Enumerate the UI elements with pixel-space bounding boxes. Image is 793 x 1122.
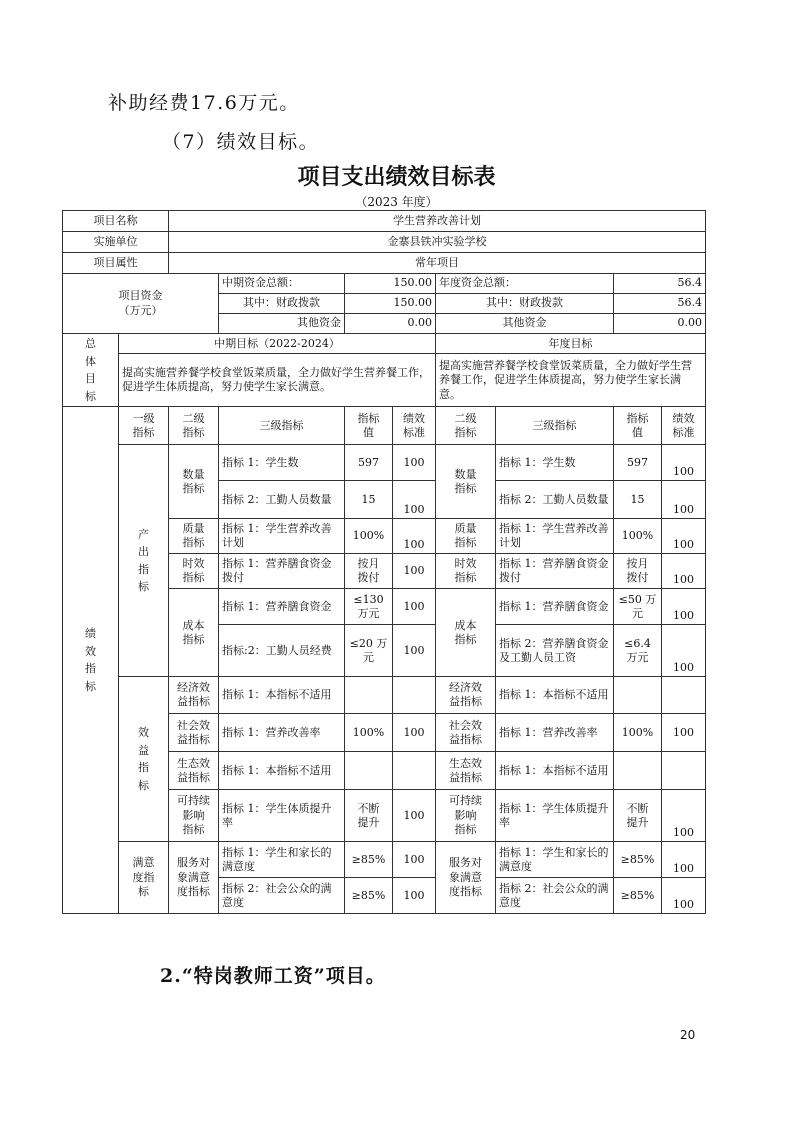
level2-cell: 社会效 益指标 [169, 714, 219, 752]
level3-cell: 指标 1：学生营养改善计划 [219, 519, 345, 554]
value-cell-year: ≥85% [614, 878, 662, 914]
standard-cell: 100 [393, 842, 436, 878]
mid-goal-text: 提高实施营养餐学校食堂饭菜质量，全力做好学生营养餐工作，促进学生体质提高，努力使学生家长满意。 [119, 354, 436, 407]
label-funds: 项目资金 （万元） [63, 274, 219, 334]
level2-cell-year: 质量 指标 [436, 519, 496, 554]
level3-cell-year: 指标 2：工勤人员数量 [496, 481, 614, 519]
level3-cell: 指标 1：学生和家长的满意度 [219, 842, 345, 878]
level3-cell-year: 指标 2：社会公众的满意度 [496, 878, 614, 914]
value-cell: 不断 提升 [345, 790, 393, 842]
value-attr: 常年项目 [169, 253, 706, 274]
level3-cell-year: 指标 1：学生营养改善计划 [496, 519, 614, 554]
value-cell: 按月 拨付 [345, 554, 393, 589]
mid-goal-header: 中期目标（2022-2024） [119, 334, 436, 354]
value-cell-year: 100% [614, 714, 662, 752]
value-cell-year [614, 677, 662, 714]
standard-cell: 100 [393, 445, 436, 481]
level3-cell-year: 指标 1：学生体质提升率 [496, 790, 614, 842]
value-cell-year: 15 [614, 481, 662, 519]
year-goal-header: 年度目标 [436, 334, 706, 354]
standard-cell-year: 100 [662, 790, 706, 842]
label-performance: 绩 效 指 标 [63, 407, 119, 914]
table-row [63, 677, 706, 714]
table-row [63, 445, 706, 481]
year-total-label: 年度资金总额： [436, 274, 614, 294]
mid-fin-label: 其中：财政拨款 [219, 294, 345, 314]
year-other-value: 0.00 [614, 314, 706, 334]
level2-cell-year: 服务对 象满意 度指标 [436, 842, 496, 914]
level2-cell: 数量 指标 [169, 445, 219, 519]
level3-cell: 指标 1：学生体质提升率 [219, 790, 345, 842]
level3-cell: 指标:2：工勤人员经费 [219, 625, 345, 677]
year-other-label: 其他资金 [436, 314, 614, 334]
value-cell-year: ≤50 万 元 [614, 589, 662, 625]
level2-cell: 生态效 益指标 [169, 752, 219, 790]
level2-cell-year: 成本 指标 [436, 589, 496, 677]
page-number: 20 [680, 1028, 696, 1042]
standard-cell: 100 [393, 519, 436, 554]
level3-cell-year: 指标 1：本指标不适用 [496, 677, 614, 714]
value-cell: ≤20 万 元 [345, 625, 393, 677]
header-level3: 三级指标 [219, 407, 345, 445]
value-cell: ≥85% [345, 878, 393, 914]
standard-cell: 100 [393, 481, 436, 519]
performance-table [62, 210, 706, 914]
label-unit: 实施单位 [63, 232, 169, 253]
standard-cell [393, 677, 436, 714]
value-cell: ≤130 万元 [345, 589, 393, 625]
level3-cell: 指标 1：本指标不适用 [219, 752, 345, 790]
level2-cell: 时效 指标 [169, 554, 219, 589]
value-cell: 15 [345, 481, 393, 519]
header-value: 指标 值 [345, 407, 393, 445]
level3-cell: 指标 2：社会公众的满意度 [219, 878, 345, 914]
year-total-value: 56.4 [614, 274, 706, 294]
value-cell-year: ≤6.4 万元 [614, 625, 662, 677]
level3-cell-year: 指标 1：营养膳食资金拨付 [496, 554, 614, 589]
year-goal-text: 提高实施营养餐学校食堂饭菜质量，全力做好学生营养餐工作，促进学生体质提高，努力使学生家长满意。 [436, 354, 706, 407]
value-unit: 金寨县铁冲实验学校 [169, 232, 706, 253]
level3-cell: 指标 1：本指标不适用 [219, 677, 345, 714]
level3-cell-year: 指标 2：营养膳食资金及工勤人员工资 [496, 625, 614, 677]
standard-cell-year: 100 [662, 445, 706, 481]
level3-cell-year: 指标 1：本指标不适用 [496, 752, 614, 790]
level2-cell: 成本 指标 [169, 589, 219, 677]
standard-cell-year: 100 [662, 519, 706, 554]
table-year: （2023 年度） [355, 195, 438, 209]
value-cell: ≥85% [345, 842, 393, 878]
value-cell [345, 752, 393, 790]
level3-cell-year: 指标 1：学生和家长的满意度 [496, 842, 614, 878]
paragraph-subsidy: 补助经费17.6万元。 [108, 92, 300, 114]
standard-cell-year: 100 [662, 481, 706, 519]
value-cell-year: 按月 拨付 [614, 554, 662, 589]
group-output: 产 出 指 标 [119, 445, 169, 677]
level3-cell: 指标 1：营养改善率 [219, 714, 345, 752]
standard-cell [393, 752, 436, 790]
level2-cell-year: 可持续 影响 指标 [436, 790, 496, 842]
level3-cell: 指标 2：工勤人员数量 [219, 481, 345, 519]
value-cell [345, 677, 393, 714]
header-standard-year: 绩效 标准 [662, 407, 706, 445]
standard-cell: 100 [393, 790, 436, 842]
standard-cell-year: 100 [662, 842, 706, 878]
value-project-name: 学生营养改善计划 [169, 211, 706, 232]
standard-cell: 100 [393, 589, 436, 625]
level2-cell-year: 时效 指标 [436, 554, 496, 589]
table-title: 项目支出绩效目标表 [297, 165, 496, 190]
header-standard: 绩效 标准 [393, 407, 436, 445]
level3-cell-year: 指标 1：学生数 [496, 445, 614, 481]
value-cell: 100% [345, 714, 393, 752]
value-cell: 597 [345, 445, 393, 481]
standard-cell-year: 100 [662, 625, 706, 677]
standard-cell-year: 100 [662, 554, 706, 589]
header-level1: 一级 指标 [119, 407, 169, 445]
level2-cell-year: 社会效 益指标 [436, 714, 496, 752]
header-level2: 二级 指标 [169, 407, 219, 445]
header-level3-year: 三级指标 [496, 407, 614, 445]
standard-cell-year: 100 [662, 714, 706, 752]
standard-cell: 100 [393, 714, 436, 752]
level2-cell: 服务对 象满意 度指标 [169, 842, 219, 914]
standard-cell: 100 [393, 625, 436, 677]
level2-cell: 质量 指标 [169, 519, 219, 554]
mid-total-label: 中期资金总额： [219, 274, 345, 294]
level3-cell: 指标 1：学生数 [219, 445, 345, 481]
level2-cell-year: 生态效 益指标 [436, 752, 496, 790]
mid-other-label: 其他资金 [219, 314, 345, 334]
standard-cell: 100 [393, 554, 436, 589]
value-cell-year: ≥85% [614, 842, 662, 878]
mid-total-value: 150.00 [345, 274, 436, 294]
group-satisfaction: 满意 度指 标 [119, 842, 169, 914]
standard-cell: 100 [393, 878, 436, 914]
standard-cell-year: 100 [662, 589, 706, 625]
year-fin-value: 56.4 [614, 294, 706, 314]
value-cell-year: 597 [614, 445, 662, 481]
mid-fin-value: 150.00 [345, 294, 436, 314]
section-heading-2: 2.“特岗教师工资”项目。 [160, 965, 386, 987]
paragraph-goal-heading: （7）绩效目标。 [162, 131, 320, 153]
header-value-year: 指标 值 [614, 407, 662, 445]
label-overall-goal: 总 体 目 标 [63, 334, 119, 407]
label-attr: 项目属性 [63, 253, 169, 274]
level3-cell: 指标 1：营养膳食资金 [219, 589, 345, 625]
level3-cell-year: 指标 1：营养膳食资金 [496, 589, 614, 625]
mid-other-value: 0.00 [345, 314, 436, 334]
level3-cell-year: 指标 1：营养改善率 [496, 714, 614, 752]
label-project-name: 项目名称 [63, 211, 169, 232]
value-cell-year: 100% [614, 519, 662, 554]
level2-cell: 经济效 益指标 [169, 677, 219, 714]
level2-cell-year: 经济效 益指标 [436, 677, 496, 714]
header-level2-year: 二级 指标 [436, 407, 496, 445]
value-cell: 100% [345, 519, 393, 554]
standard-cell-year [662, 677, 706, 714]
level3-cell: 指标 1：营养膳食资金拨付 [219, 554, 345, 589]
table-row [63, 842, 706, 878]
standard-cell-year [662, 752, 706, 790]
year-fin-label: 其中：财政拨款 [436, 294, 614, 314]
level2-cell: 可持续 影响 指标 [169, 790, 219, 842]
group-benefit: 效 益 指 标 [119, 677, 169, 842]
level2-cell-year: 数量 指标 [436, 445, 496, 519]
standard-cell-year: 100 [662, 878, 706, 914]
value-cell-year [614, 752, 662, 790]
value-cell-year: 不断 提升 [614, 790, 662, 842]
